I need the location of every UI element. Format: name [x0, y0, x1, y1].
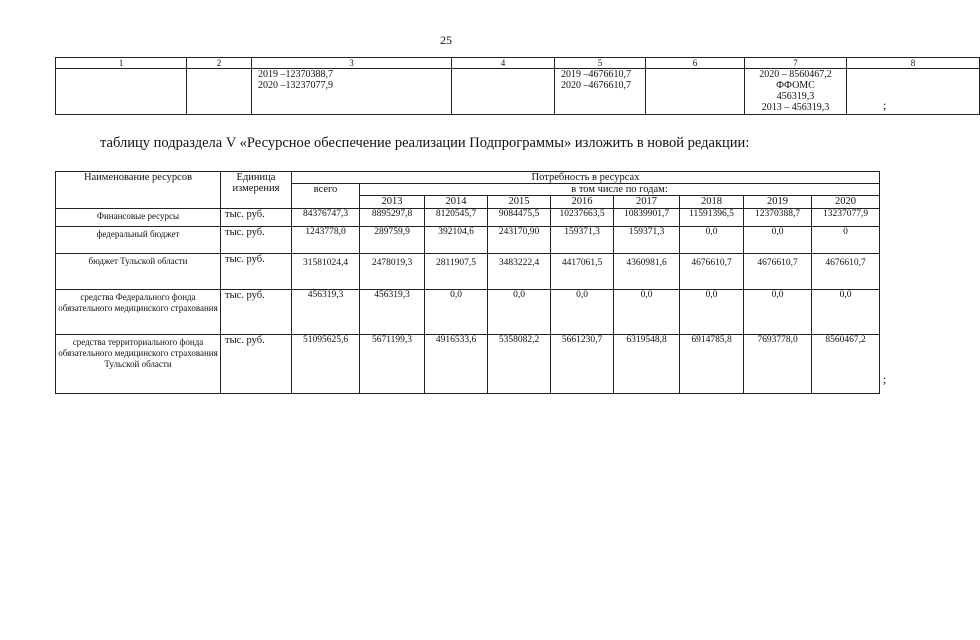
- year-header: 2019: [744, 196, 812, 209]
- table-row: [56, 209, 880, 227]
- year-header: 2016: [551, 196, 614, 209]
- unit-header: Единица измерения: [221, 172, 292, 209]
- table-cell: [452, 69, 555, 115]
- year-header: 2020: [812, 196, 880, 209]
- resources-table: [55, 171, 880, 394]
- year-value: 2478019,3: [360, 254, 425, 290]
- year-value: 2811907,5: [425, 254, 488, 290]
- column-number: 3: [252, 58, 452, 69]
- cell-line: 2019 –4676610,7: [561, 69, 631, 80]
- column-number: 7: [745, 58, 847, 69]
- year-value: 4360981,6: [614, 254, 680, 290]
- year-value: 3483222,4: [488, 254, 551, 290]
- year-value: 289759,9: [360, 227, 425, 254]
- year-value: 0,0: [680, 290, 744, 335]
- year-value: 4417061,5: [551, 254, 614, 290]
- cell-line: 2020 – 8560467,2: [759, 69, 832, 80]
- year-header: 2015: [488, 196, 551, 209]
- table-row: [56, 227, 880, 254]
- unit-cell: тыс. руб.: [221, 254, 292, 290]
- column-number-row: [56, 58, 980, 69]
- by-years-header: в том числе по годам:: [360, 184, 880, 196]
- page-number: 25: [440, 33, 452, 47]
- year-value: 8560467,2: [812, 335, 880, 394]
- year-value: 159371,3: [551, 227, 614, 254]
- table-cell: [252, 69, 452, 115]
- year-value: 392104,6: [425, 227, 488, 254]
- cell-line: 456319,3: [776, 91, 815, 102]
- year-value: 5671199,3: [360, 335, 425, 394]
- total-header: всего: [292, 184, 360, 209]
- year-header: 2014: [425, 196, 488, 209]
- unit-cell: тыс. руб.: [221, 209, 292, 227]
- column-number: 1: [56, 58, 187, 69]
- table-row: [56, 290, 880, 335]
- year-value: 0,0: [551, 290, 614, 335]
- column-number: 4: [452, 58, 555, 69]
- table-cell: [646, 69, 745, 115]
- table-cell: [187, 69, 252, 115]
- unit-cell: тыс. руб.: [221, 335, 292, 394]
- year-value: 0,0: [614, 290, 680, 335]
- resource-name-header: Наименование ресурсов: [56, 172, 221, 209]
- year-value: 243170,90: [488, 227, 551, 254]
- unit-cell: тыс. руб.: [221, 290, 292, 335]
- year-value: 10839901,7: [614, 209, 680, 227]
- year-value: 8895297,8: [360, 209, 425, 227]
- cell-line: 2019 –12370388,7: [258, 69, 333, 80]
- column-number: 8: [847, 58, 980, 69]
- year-value: 7693778,0: [744, 335, 812, 394]
- trailing-semicolon: ;: [883, 372, 887, 386]
- year-value: 5358082,2: [488, 335, 551, 394]
- year-header: 2018: [680, 196, 744, 209]
- table-cell: [56, 69, 187, 115]
- year-value: 9084475,5: [488, 209, 551, 227]
- table-cell: [555, 69, 646, 115]
- need-header: Потребность в ресурсах: [292, 172, 880, 184]
- year-value: 11591396,5: [680, 209, 744, 227]
- table-cell: [745, 69, 847, 115]
- table-cell: [847, 69, 980, 115]
- total-cell: 84376747,3: [292, 209, 360, 227]
- resource-name: Финансовые ресурсы: [56, 209, 221, 227]
- year-value: 12370388,7: [744, 209, 812, 227]
- cell-line: ФФОМС: [776, 80, 815, 91]
- trailing-semicolon: ;: [883, 98, 887, 112]
- year-value: 456319,3: [360, 290, 425, 335]
- year-value: 13237077,9: [812, 209, 880, 227]
- year-header: 2017: [614, 196, 680, 209]
- year-value: 0,0: [488, 290, 551, 335]
- year-value: 5661230,7: [551, 335, 614, 394]
- year-value: 0,0: [812, 290, 880, 335]
- continuation-table: [55, 57, 980, 115]
- year-value: 0,0: [744, 290, 812, 335]
- resource-name: средства территориального фонда обязательного медицинского страхования Тульской области: [56, 335, 221, 394]
- cell-line: 2020 –4676610,7: [561, 80, 631, 91]
- table-row: [56, 335, 880, 394]
- total-cell: 31581024,4: [292, 254, 360, 290]
- year-value: 4916533,6: [425, 335, 488, 394]
- year-value: 6914785,8: [680, 335, 744, 394]
- instruction-text: таблицу подраздела V «Ресурсное обеспечение реализации Подпрограммы» изложить в новой редакции:: [100, 135, 750, 151]
- column-number: 5: [555, 58, 646, 69]
- continuation-row: [56, 69, 980, 115]
- year-header: 2013: [360, 196, 425, 209]
- resource-name: средства Федерального фонда обязательного медицинского страхования: [56, 290, 221, 335]
- year-value: 6319548,8: [614, 335, 680, 394]
- year-value: 8120545,7: [425, 209, 488, 227]
- year-value: 0,0: [744, 227, 812, 254]
- total-cell: 1243778,0: [292, 227, 360, 254]
- year-value: 0,0: [425, 290, 488, 335]
- total-cell: 456319,3: [292, 290, 360, 335]
- resource-name: бюджет Тульской области: [56, 254, 221, 290]
- unit-cell: тыс. руб.: [221, 227, 292, 254]
- year-value: 4676610,7: [812, 254, 880, 290]
- total-cell: 51095625,6: [292, 335, 360, 394]
- year-value: 4676610,7: [744, 254, 812, 290]
- year-value: 0,0: [680, 227, 744, 254]
- column-number: 2: [187, 58, 252, 69]
- year-value: 4676610,7: [680, 254, 744, 290]
- column-number: 6: [646, 58, 745, 69]
- year-value: 10237663,5: [551, 209, 614, 227]
- table-row: [56, 254, 880, 290]
- year-value: 159371,3: [614, 227, 680, 254]
- cell-line: 2020 –13237077,9: [258, 80, 333, 91]
- header-row: [56, 172, 880, 184]
- resource-name: федеральный бюджет: [56, 227, 221, 254]
- year-value: 0: [812, 227, 880, 254]
- cell-line: 2013 – 456319,3: [761, 102, 830, 113]
